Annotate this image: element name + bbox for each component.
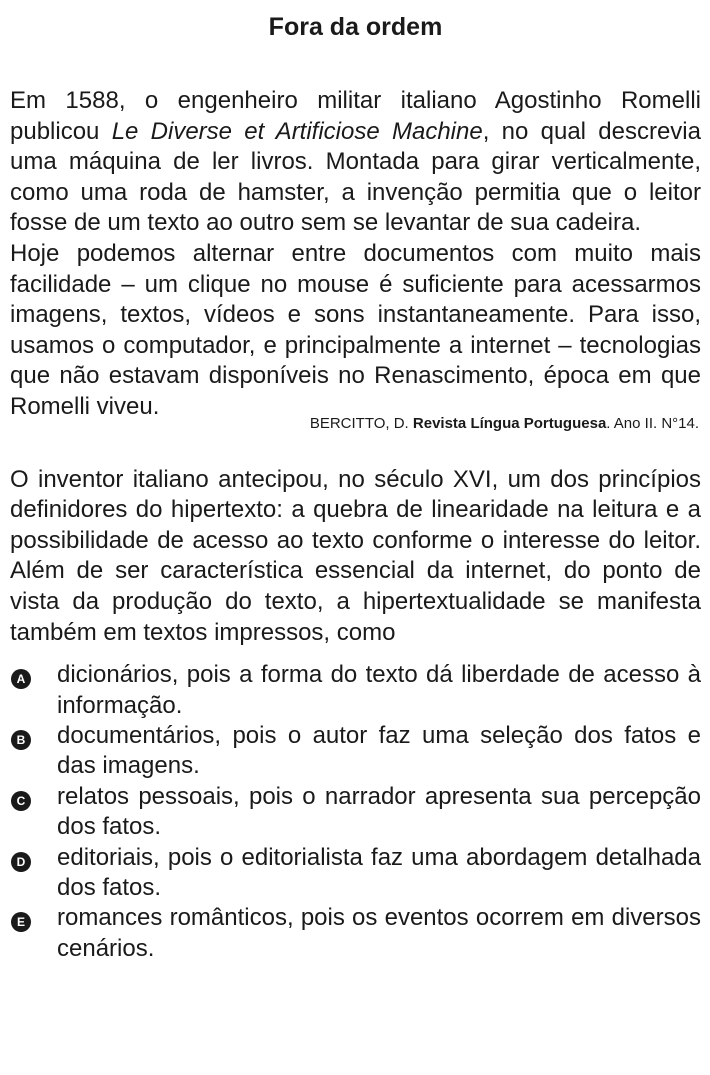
source-text [10,86,701,423]
document-page [0,12,710,1075]
citation-details: . Ano II. N°14. [606,414,699,432]
book-title: Le Diverse et Artificiose Machine [111,117,483,145]
option-d-letter-icon: D [11,852,31,872]
option-e[interactable] [10,903,701,964]
option-c-text: relatos pessoais, pois o narrador apresenta sua percepção dos fatos. [57,782,701,841]
citation-publication: Revista Língua Portuguesa [412,414,607,432]
text-paragraph-2: Hoje podemos alternar entre documentos com muito mais facilidade – um clique no mouse é suficiente para acessarmos imagens, textos, vídeos e sons instantaneamente. Para isso, usamos o computador, e principalmente a internet – tecnologias que não estavam disponíveis no Renascimento, época em que Romelli viveu. [10,239,701,420]
text-paragraph-1 [10,86,701,239]
citation-author: BERCITTO, D. [309,414,413,432]
option-c-letter-icon: C [11,791,31,811]
text-title: Fora da ordem [268,13,443,41]
option-b-text: documentários, pois o autor faz uma seleção dos fatos e das imagens. [57,721,701,780]
option-a-text: dicionários, pois a forma do texto dá liberdade de acesso à informação. [57,661,701,719]
option-a-letter-icon: A [11,669,31,689]
question-stem: O inventor italiano antecipou, no século XVI, um dos princípios definidores do hipertexto: a quebra de linearidade na leitura e a possibilidade de acesso ao texto conforme o interesse do leitor. Além de ser característica essencial da internet, do ponto de vista da produção do texto, a hipertextualidade se manifesta também em textos impressos, como [10,465,701,646]
paragraph-1-end: , no qual descrevia uma máquina de ler livros. Montada para girar verticalmente, como uma roda de hamster, a invenção permitia que o leitor fosse de um texto ao outro sem se levantar de sua cadeira. [10,117,701,237]
paragraph-1-start: Em 1588, o engenheiro militar italiano Agostinho Romelli publicou [10,87,701,145]
option-d-text: editoriais, pois o editorialista faz uma abordagem detalhada dos fatos. [57,843,701,901]
option-c[interactable] [10,782,701,843]
option-e-text: romances românticos, pois os eventos ocorrem em diversos cenários. [57,904,701,962]
option-d[interactable] [10,843,701,904]
option-b-letter-icon: B [11,730,31,750]
option-b[interactable] [10,721,701,782]
option-e-letter-icon: E [11,912,31,932]
answer-options [10,660,701,964]
option-a[interactable] [10,660,701,721]
